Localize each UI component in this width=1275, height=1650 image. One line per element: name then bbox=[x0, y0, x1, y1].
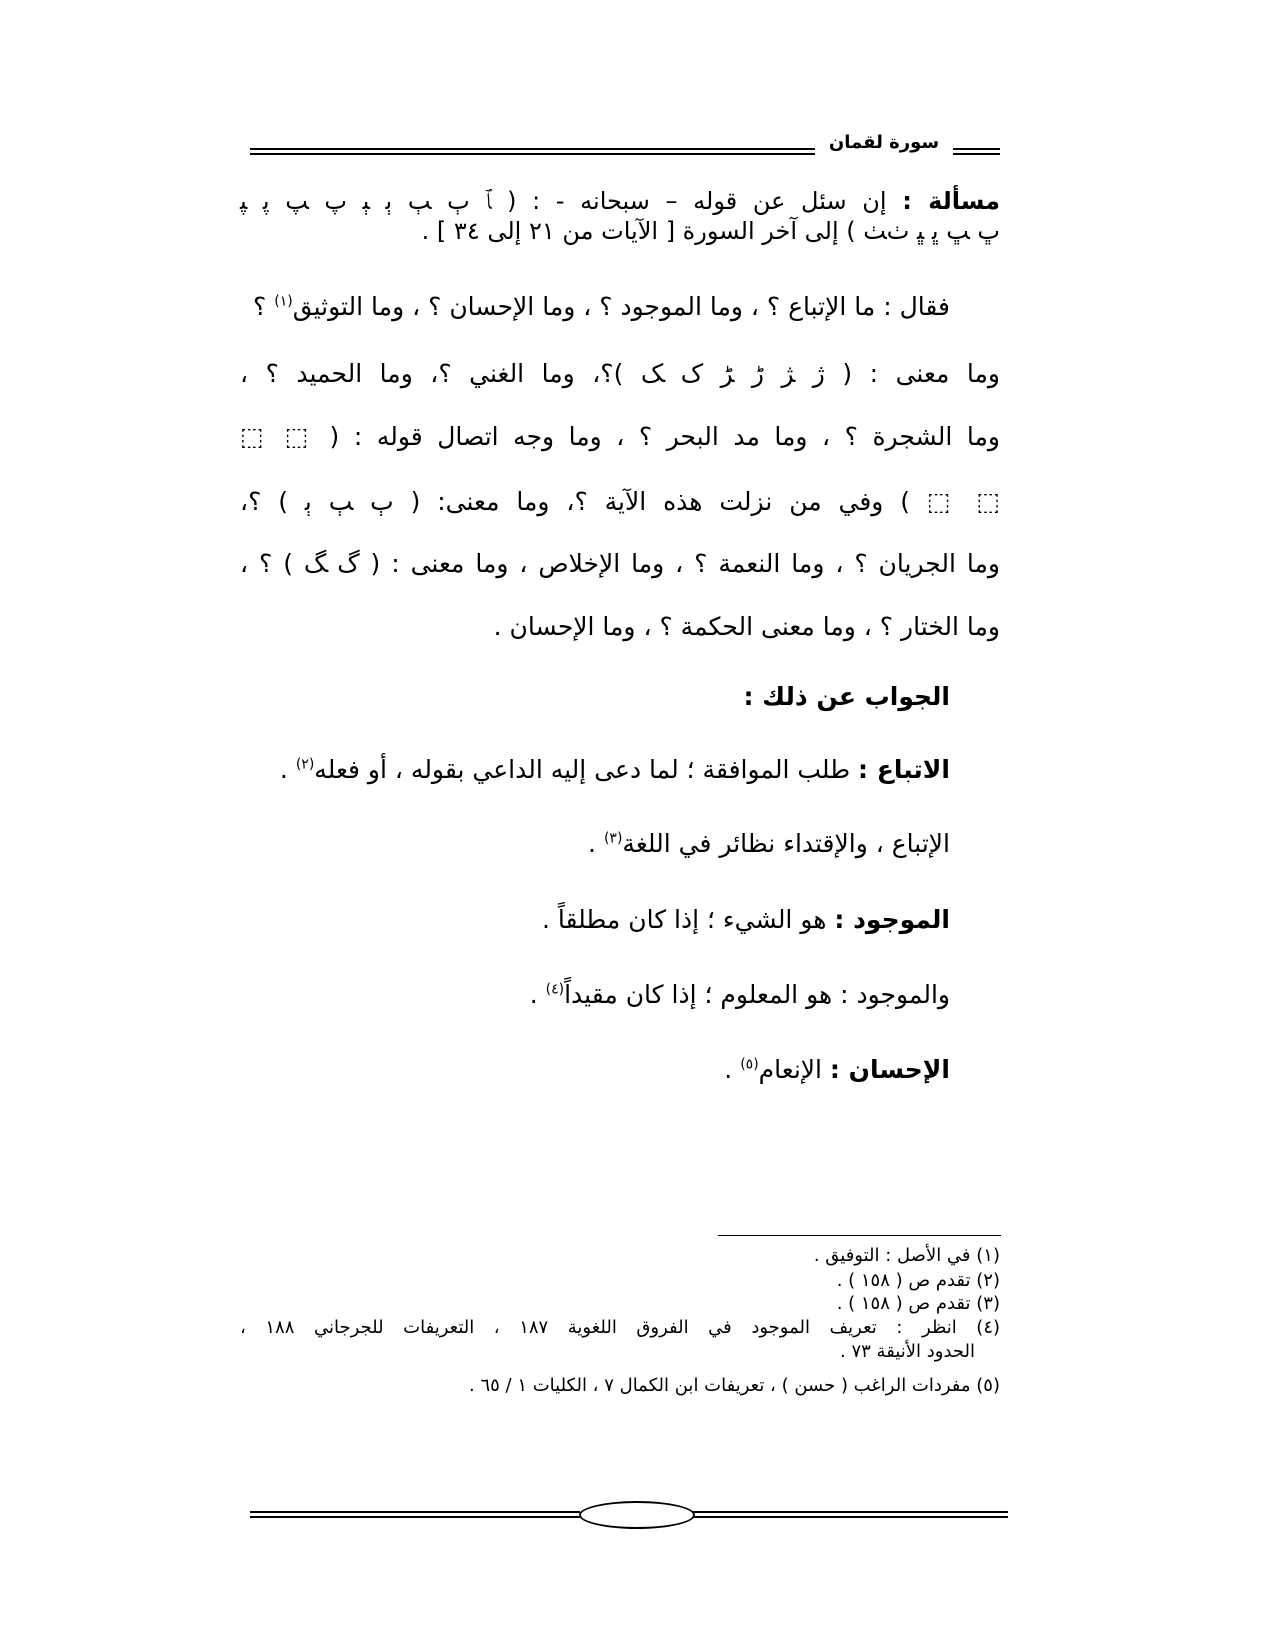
footnote-ref-4: (٤) bbox=[545, 981, 565, 998]
footnote-ref-5: (٥) bbox=[740, 1056, 759, 1073]
definition-ihsan bbox=[190, 1053, 950, 1087]
definition-ittiba bbox=[240, 753, 950, 787]
footnote-ref-3: (٣) bbox=[603, 830, 623, 847]
def-mawjud-2-text: والموجود : هو المعلوم ؛ إذا كان مقيداً bbox=[564, 980, 950, 1009]
question-line-1 bbox=[240, 186, 1000, 216]
period: . bbox=[588, 829, 604, 858]
body-line-2: وما معنى : ( ﮊ ﮋ ﮌ ﮍ ﮎ ﮏ )؟، وما الغني ؟، وما الحميد ؟ ، bbox=[240, 359, 1000, 388]
definition-mawjud-2 bbox=[190, 978, 950, 1012]
note-ittiba bbox=[190, 827, 950, 861]
def-mawjud: هو الشيء ؛ إذا كان مطلقاً . bbox=[541, 905, 835, 934]
footnote-5: (٥) مفردات الراغب ( حسن ) ، تعريفات ابن الكمال ٧ ، الكليات ١ / ٦٥ . bbox=[469, 1375, 1000, 1396]
period: . bbox=[529, 980, 546, 1009]
note-ittiba-text: الإتباع ، والإقتداء نظائر في اللغة bbox=[622, 829, 950, 858]
question-line-2: ﭚ ﭛ ﭜ ﭝ ﭞﭟ ) إلى آخر السورة [ الآيات من ٢١ إلى ٣٤ ] . bbox=[421, 217, 1000, 245]
footer-rule-left bbox=[250, 1511, 580, 1518]
page-number-oval bbox=[579, 1501, 695, 1529]
answer-heading: الجواب عن ذلك : bbox=[743, 682, 950, 711]
term-mawjud: الموجود : bbox=[834, 905, 950, 934]
footnote-3: (٣) تقدم ص ( ١٥٨ ) . bbox=[836, 1293, 1000, 1314]
term-ihsan: الإحسان : bbox=[829, 1055, 950, 1084]
body-line-1-text: فقال : ما الإتباع ؟ ، وما الموجود ؟ ، وما الإحسان ؟ ، وما التوثيق bbox=[292, 292, 950, 321]
body-line-1-end: ؟ bbox=[253, 292, 275, 321]
def-ihsan: الإنعام bbox=[758, 1055, 830, 1084]
term-ittiba: الاتباع : bbox=[858, 755, 950, 784]
question-text-1: إن سئل عن قوله – سبحانه - : ( ﭑ ﭒ ﭓ ﭔ ﭕ ﭖ ﭗ ﭘ ﭙ bbox=[240, 187, 887, 215]
footnote-separator bbox=[718, 1235, 1001, 1236]
header-rule-left bbox=[250, 148, 815, 155]
footnote-1: (١) في الأصل : التوفيق . bbox=[813, 1245, 1000, 1266]
body-line-3: وما الشجرة ؟ ، وما مد البحر ؟ ، وما وجه اتصال قوله : ( ⬚ ⬚ bbox=[240, 422, 1000, 451]
body-line-5: وما الجريان ؟ ، وما النعمة ؟ ، وما الإخلاص ، وما معنى : ( ﮒ ﮓ ) ؟ ، bbox=[240, 549, 1000, 578]
footnote-ref-1: (١) bbox=[274, 293, 293, 310]
footnote-2: (٢) تقدم ص ( ١٥٨ ) . bbox=[836, 1270, 1000, 1291]
period: . bbox=[279, 755, 296, 784]
body-line-4: ⬚ ⬚ ) وفي من نزلت هذه الآية ؟، وما معنى: ( ﭒ ﭓ ﭔ ) ؟، bbox=[240, 487, 1000, 516]
footnote-4: (٤) انظر : تعريف الموجود في الفروق اللغوية ١٨٧ ، التعريفات للجرجاني ١٨٨ ، bbox=[240, 1317, 1001, 1338]
body-line-1 bbox=[240, 290, 950, 324]
question-label: مسألة : bbox=[902, 187, 1001, 215]
footer-rule-right bbox=[690, 1511, 1008, 1518]
period: . bbox=[724, 1055, 741, 1084]
definition-mawjud bbox=[190, 903, 950, 937]
footnote-ref-2: (٢) bbox=[295, 756, 315, 773]
page-header-title: سورة لقمان bbox=[828, 132, 940, 153]
question-paragraph bbox=[240, 186, 1000, 246]
header-rule-right bbox=[953, 148, 1000, 155]
footnote-4-cont: الحدود الأنيقة ٧٣ . bbox=[840, 1341, 975, 1362]
def-ittiba: طلب الموافقة ؛ لما دعى إليه الداعي بقوله ، أو فعله bbox=[314, 755, 859, 784]
body-line-6: وما الختار ؟ ، وما معنى الحكمة ؟ ، وما الإحسان . bbox=[493, 612, 1000, 641]
